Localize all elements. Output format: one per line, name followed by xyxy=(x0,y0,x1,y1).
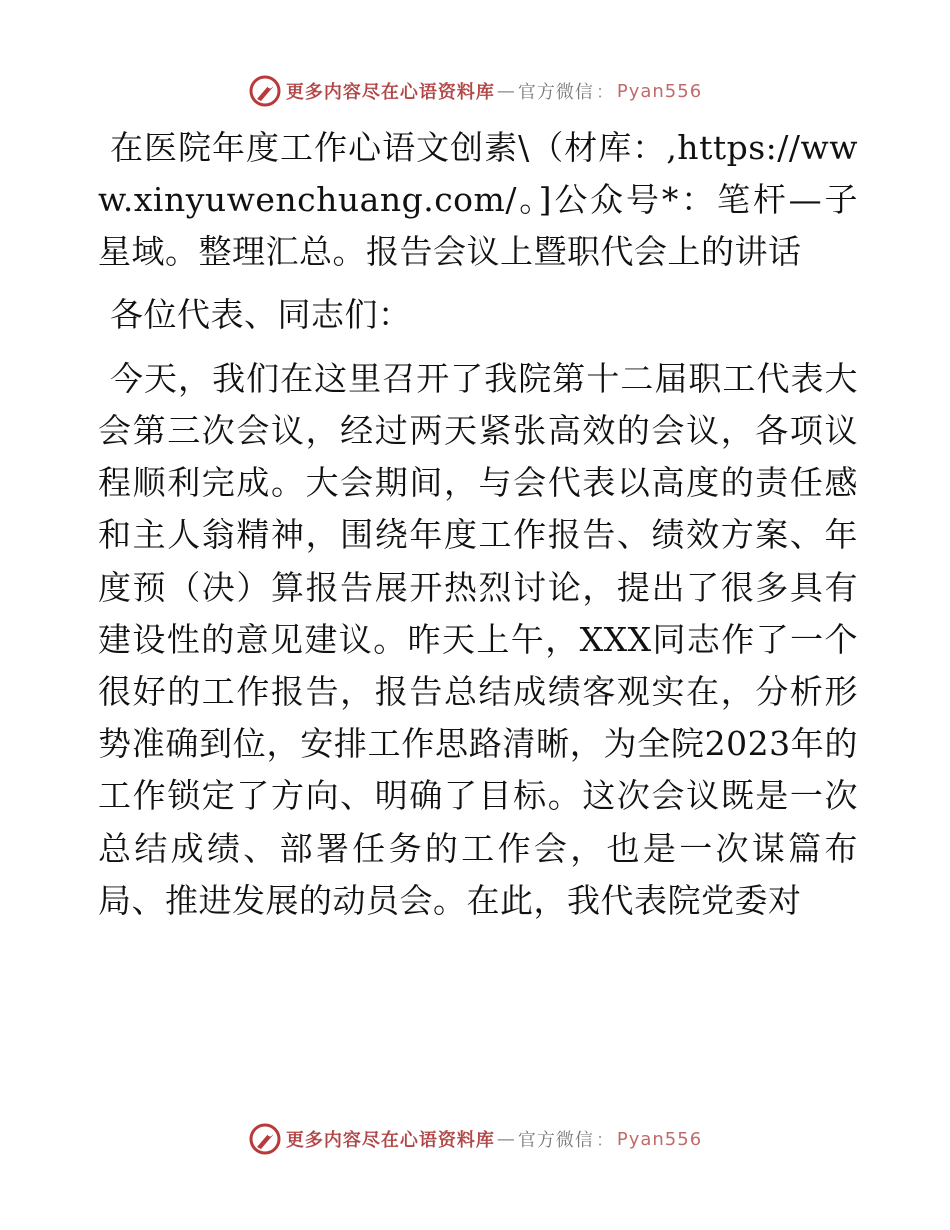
greeting-paragraph: 各位代表、同志们： xyxy=(110,294,412,334)
watermark-separator: ： xyxy=(595,82,615,103)
watermark-separator: ： xyxy=(595,1130,615,1151)
watermark-label: 官方微信 xyxy=(517,1130,594,1151)
fountain-pen-seal-icon xyxy=(248,74,282,108)
watermark-dash: — xyxy=(496,80,516,102)
footer-watermark xyxy=(0,1119,950,1159)
fountain-pen-seal-icon xyxy=(248,1122,282,1156)
document-body xyxy=(98,122,858,927)
watermark-dash: — xyxy=(496,1128,516,1150)
watermark-label: 官方微信 xyxy=(517,82,594,103)
watermark-wechat-id: Pyan556 xyxy=(616,1128,703,1150)
body-paragraph: 今天，我们在这里召开了我院第十二届职工代表大会第三次会议，经过两天紧张高效的会议，各项议程顺利完成。大会期间，与会代表以高度的责任感和主人翁精神，围绕年度工作报告、绩效方案、年度预（决）算报告展开热烈讨论，提出了很多具有建设性的意见建议。昨天上午，XXX同志作了一个很好的工作报告，报告总结成绩客观实在，分析形势准确到位，安排工作思路清晰，为全院2023年的工作锁定了方向、明确了目标。这次会议既是一次总结成绩、部署任务的工作会，也是一次谋篇布局、推进发展的动员会。在此，我代表院党委对 xyxy=(98,358,858,920)
title-paragraph: 在医院年度工作心语文创素\（材库：,https://www.xinyuwenchuang.com/。]公众号*：笔杆—子星域。整理汇总。报告会议上暨职代会上的讲话 xyxy=(98,128,858,272)
watermark-text: 更多内容尽在心语资料库 xyxy=(285,82,495,103)
watermark-wechat-id: Pyan556 xyxy=(616,80,703,102)
header-watermark xyxy=(0,71,950,111)
watermark-text: 更多内容尽在心语资料库 xyxy=(285,1130,495,1151)
